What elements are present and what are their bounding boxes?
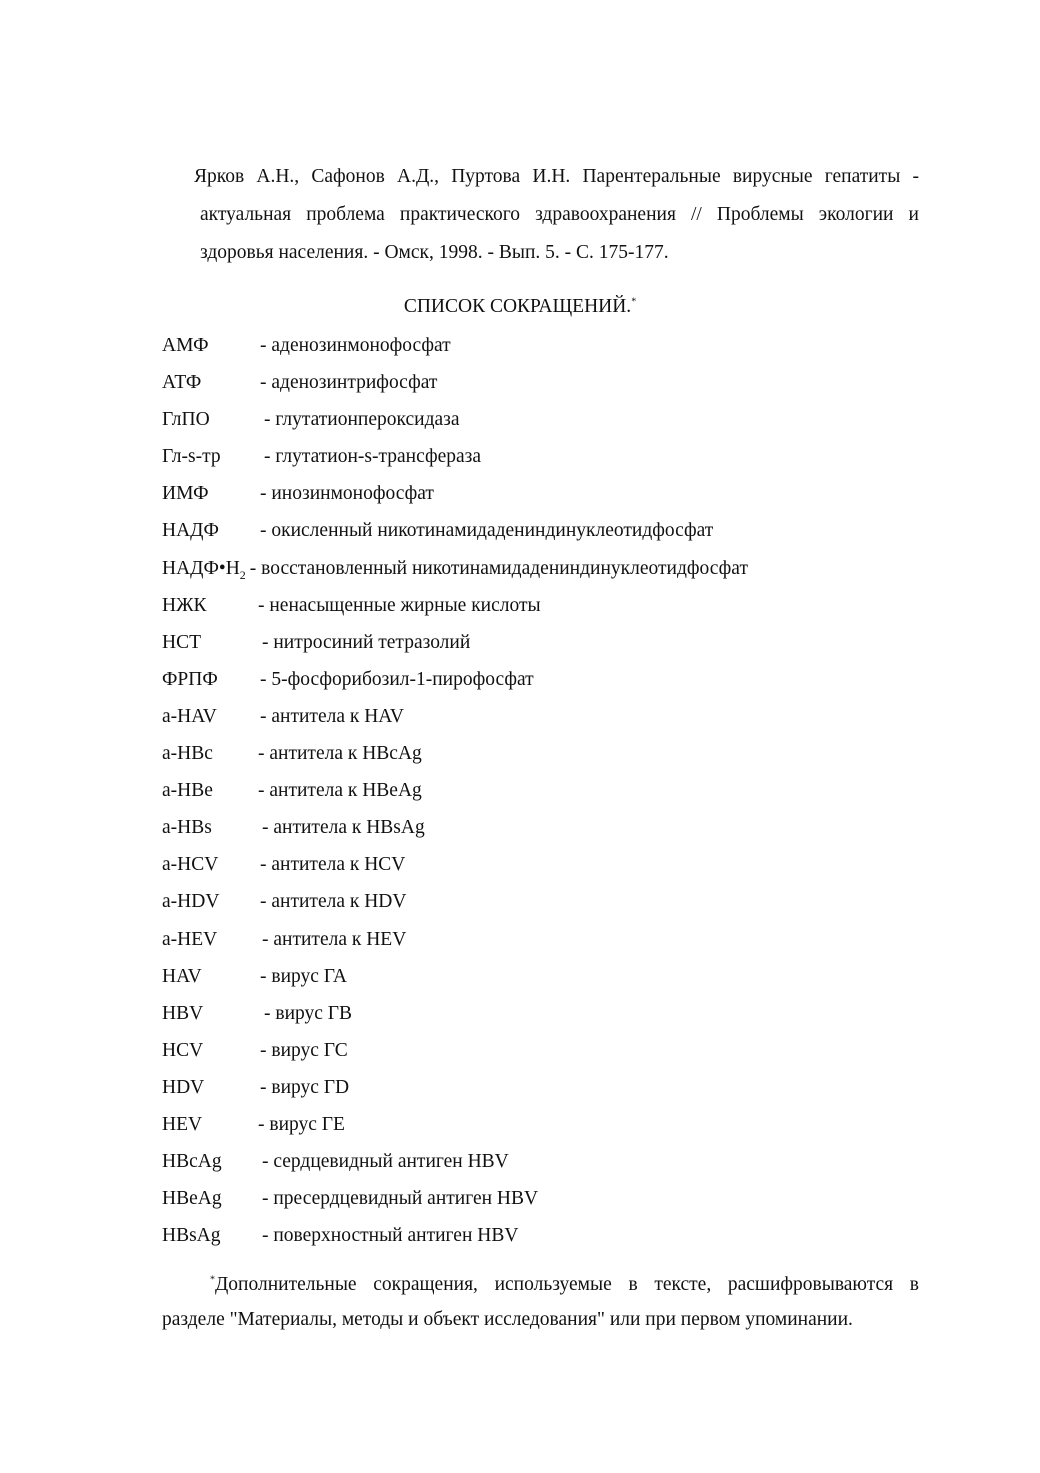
reference-line-3: здоровья населения. - Омск, 1998. - Вып. 5. - С. 175-177. (200, 242, 669, 263)
abbreviation-row (162, 591, 942, 628)
abbreviation-row (162, 554, 942, 591)
abbreviation-term (162, 776, 213, 806)
abbreviation-term-text: HBV (162, 1002, 204, 1024)
abbreviation-term (162, 368, 201, 398)
abbreviation-term (162, 813, 212, 843)
abbreviation-definition: - антитела к HDV (260, 891, 407, 913)
abbreviation-definition: - вирус ГА (260, 965, 348, 987)
abbreviation-term (162, 1147, 222, 1177)
abbreviation-term (162, 331, 209, 361)
heading-text: СПИСОК СОКРАЩЕНИЙ. (403, 296, 632, 317)
abbreviation-term (162, 925, 217, 955)
abbreviation-row (162, 1073, 942, 1110)
abbreviation-definition: - антитела к HBsAg (262, 817, 425, 839)
abbreviation-term-text: АМФ (162, 335, 209, 356)
abbreviation-term (162, 442, 221, 472)
abbreviation-term-text: a-HAV (162, 705, 217, 727)
abbreviation-term-text: НЖК (162, 594, 207, 616)
abbreviation-definition: - глутатионпероксидаза (264, 409, 460, 431)
abbreviation-term-text: HCV (162, 1039, 204, 1061)
footnote-line-2: разделе "Материалы, методы и объект исследования" или при первом упоминании. (162, 1309, 853, 1330)
abbreviation-term-text: HDV (162, 1076, 205, 1098)
abbreviation-definition: - глутатион-s-трансфераза (264, 446, 482, 468)
abbreviation-row (162, 1184, 942, 1221)
reference-entry (162, 158, 919, 272)
abbreviation-term (162, 405, 210, 435)
abbreviation-term (162, 999, 203, 1029)
abbreviation-term-text: a-HCV (162, 854, 219, 876)
abbreviation-term (162, 702, 217, 732)
abbreviation-term-text: HAV (162, 965, 202, 987)
abbreviation-definition: - нитросиний тетразолий (262, 631, 471, 653)
abbreviation-term (162, 887, 219, 917)
abbreviation-term (162, 591, 207, 621)
section-heading (0, 292, 1040, 322)
abbreviation-term-text: НАДФ•Н (162, 557, 240, 579)
abbreviation-row (162, 442, 942, 479)
abbreviation-row (162, 1036, 942, 1073)
footnote (162, 1267, 919, 1337)
abbreviation-row (162, 962, 942, 999)
abbreviation-term (162, 1221, 221, 1251)
abbreviation-definition: - вирус ГС (260, 1039, 348, 1061)
abbreviation-term (162, 962, 202, 992)
abbreviation-term (162, 665, 218, 695)
abbreviation-definition: - вирус ГВ (264, 1002, 353, 1024)
reference-line-2: актуальная проблема практического здравоохранения // Проблемы экологии и (200, 204, 919, 225)
abbreviation-definition: - аденозинтрифосфат (260, 372, 438, 394)
abbreviation-definition: - антитела к HBcAg (258, 743, 422, 765)
footnote-mark: * (210, 1274, 215, 1286)
abbreviation-row (162, 331, 942, 368)
abbreviation-row (162, 665, 942, 702)
abbreviation-definition: - аденозинмонофосфат (260, 335, 451, 356)
abbreviation-term (162, 1110, 202, 1140)
abbreviation-row (162, 479, 942, 516)
abbreviation-term-text: ИМФ (162, 483, 209, 505)
abbreviation-term-text: АТФ (162, 372, 202, 394)
abbreviation-row (162, 368, 942, 405)
abbreviation-definition: - вирус ГЕ (258, 1113, 345, 1135)
abbreviation-term-text: НСТ (162, 631, 201, 653)
abbreviation-term (162, 557, 246, 582)
abbreviation-term-text: HBcAg (162, 1151, 222, 1173)
abbreviation-row (162, 405, 942, 442)
abbreviation-row (162, 628, 942, 665)
abbreviation-row (162, 850, 942, 887)
abbreviation-term-text: HEV (162, 1113, 203, 1135)
abbreviation-term-text: ГлПО (162, 409, 210, 431)
abbreviation-list (162, 331, 942, 1258)
abbreviation-term (162, 628, 201, 658)
abbreviation-term (162, 479, 209, 509)
footnote-text-1: Дополнительные сокращения, используемые в тексте, расшифровываются в (215, 1274, 919, 1295)
footnote-line-1 (162, 1267, 919, 1302)
abbreviation-row (162, 887, 942, 924)
abbreviation-row (162, 999, 942, 1036)
abbreviation-row (162, 739, 942, 776)
abbreviation-term-text: HBeAg (162, 1188, 222, 1210)
abbreviation-term-text: a-HDV (162, 891, 220, 913)
abbreviation-term-text: HBsAg (162, 1225, 221, 1247)
abbreviation-definition: - окисленный никотинамидадениндинуклеотидфосфат (260, 520, 714, 542)
abbreviation-definition: - пресердцевидный антиген HBV (262, 1188, 539, 1210)
abbreviation-definition: - антитела к HCV (260, 854, 406, 876)
abbreviation-row (162, 925, 942, 962)
abbreviation-term (162, 516, 219, 546)
abbreviation-term-text: a-HEV (162, 928, 218, 950)
abbreviation-row (162, 1147, 942, 1184)
abbreviation-row (162, 702, 942, 739)
abbreviation-term (162, 739, 213, 769)
abbreviation-term-text: Гл-s-тр (162, 446, 221, 468)
abbreviation-term (162, 850, 218, 880)
abbreviation-term (162, 1036, 203, 1066)
abbreviation-definition: - восстановленный никотинамидадениндинуклеотидфосфат (249, 557, 748, 579)
abbreviation-definition: - 5-фосфорибозил-1-пирофосфат (260, 668, 534, 690)
reference-line-1: Ярков А.Н., Сафонов А.Д., Пуртова И.Н. Парентеральные вирусные гепатиты - (194, 166, 919, 187)
abbreviation-row (162, 776, 942, 813)
abbreviation-term-text: ФРПФ (162, 668, 218, 690)
abbreviation-term (162, 1073, 204, 1103)
heading-footnote-mark: * (631, 296, 637, 308)
abbreviation-row (162, 516, 942, 553)
abbreviation-definition: - поверхностный антиген HBV (262, 1225, 519, 1247)
abbreviation-row (162, 1110, 942, 1147)
abbreviation-definition: - антитела к HBeAg (258, 780, 422, 802)
abbreviation-term-text: a-HBs (162, 817, 212, 839)
abbreviation-term-text: a-HBc (162, 743, 213, 765)
abbreviation-term-text: НАДФ (162, 520, 219, 542)
abbreviation-definition: - инозинмонофосфат (260, 483, 434, 505)
abbreviation-row (162, 1221, 942, 1258)
abbreviation-row (162, 813, 942, 850)
abbreviation-term (162, 1184, 222, 1214)
abbreviation-definition: - ненасыщенные жирные кислоты (258, 594, 541, 616)
abbreviation-definition: - антитела к HEV (262, 928, 407, 950)
abbreviation-definition: - антитела к HAV (260, 705, 404, 727)
abbreviation-definition: - вирус ГD (260, 1076, 350, 1098)
abbreviation-definition: - сердцевидный антиген HBV (262, 1151, 509, 1173)
abbreviation-term-text: a-HBe (162, 780, 213, 802)
abbreviation-term-subscript: 2 (239, 567, 246, 582)
